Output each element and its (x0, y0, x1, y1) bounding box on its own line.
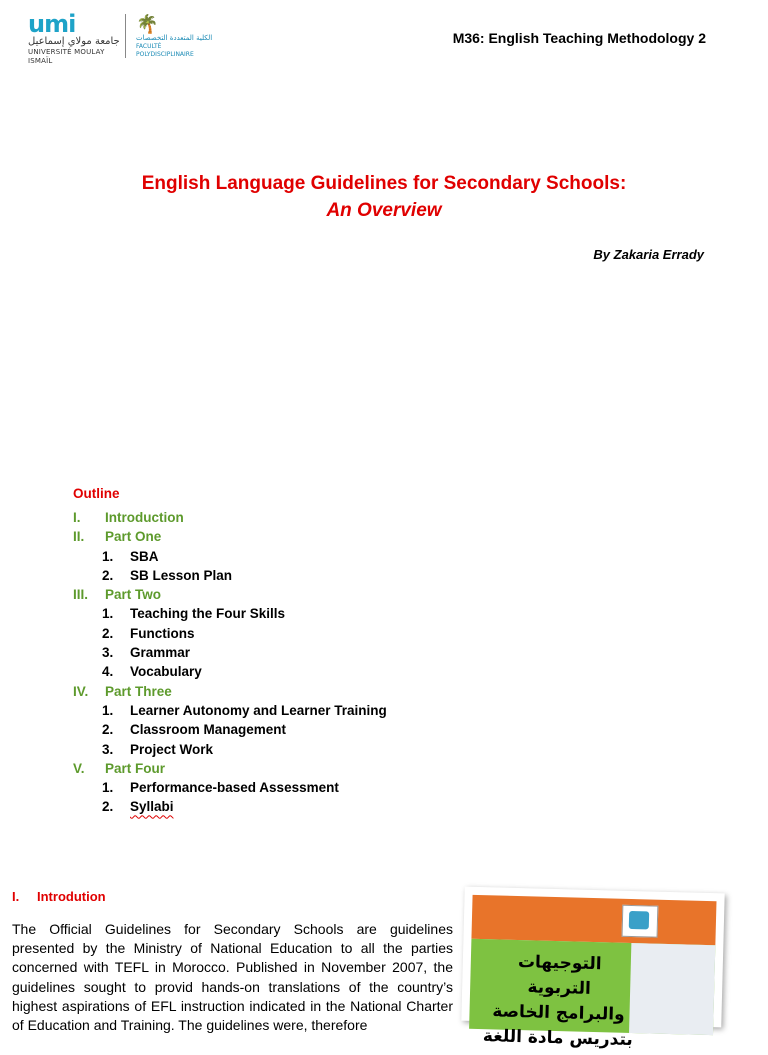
outline-subitem-label: Classroom Management (130, 722, 287, 738)
document-title (0, 170, 768, 224)
umi-logo-mark: umi (28, 10, 76, 38)
outline-part-label: Introduction (105, 510, 184, 525)
outline-subitem (73, 547, 387, 566)
outline-subitem (73, 701, 387, 720)
introduction-heading-label: Introdution (37, 889, 106, 904)
outline-subitem (73, 566, 387, 585)
umi-logo (28, 10, 128, 65)
outline-part (73, 759, 387, 778)
outline-subitem-label: Project Work (130, 741, 214, 757)
outline-part-number: IV. (73, 683, 89, 699)
outline-heading: Outline (73, 486, 120, 501)
document-title-line1: English Language Guidelines for Secondary Schools: (141, 173, 627, 194)
outline-part (73, 585, 387, 604)
outline-part (73, 682, 387, 701)
logo-divider (125, 14, 126, 58)
introduction-number: I. (12, 889, 20, 904)
header-logos (28, 10, 218, 65)
introduction-heading (12, 887, 106, 906)
guidelines-cover-image (461, 887, 724, 1051)
faculty-logo-arabic: الكلية المتعددة التخصصات (136, 34, 213, 42)
outline-subitem-number: 2. (102, 799, 114, 815)
outline-subitem-number: 3. (102, 741, 114, 757)
cover-header-band (471, 895, 716, 945)
outline-subitem-label: Functions (130, 625, 195, 641)
outline-subitem-label: SB Lesson Plan (130, 567, 233, 583)
outline-subitem-label: Teaching the Four Skills (130, 606, 286, 622)
faculty-logo-latin: FACULTÉ POLYDISCIPLINAIRE (136, 43, 194, 58)
umi-logo-arabic: جامعة مولاي إسماعيل (28, 36, 120, 47)
outline-part (73, 527, 387, 546)
outline-subitem (73, 720, 387, 739)
cover-body (469, 939, 715, 1051)
cover-arabic-line: والبرامج الخاصة (492, 1001, 625, 1025)
outline-subitem (73, 662, 387, 681)
outline-subitem-number: 3. (102, 645, 114, 661)
outline-part-label: Part Three (105, 683, 172, 699)
cover-emblem-mark (629, 911, 649, 930)
outline-part-label: Part Two (105, 587, 162, 603)
palm-tree-icon: 🌴 (136, 14, 159, 34)
outline-subitem (73, 797, 387, 816)
outline-subitem (73, 778, 387, 797)
outline-subitem-label: Vocabulary (130, 664, 202, 680)
author-line: By Zakaria Errady (593, 247, 704, 262)
outline-part (73, 508, 387, 527)
document-subtitle: An Overview (326, 200, 442, 221)
outline-part-label: Part One (105, 529, 162, 545)
outline-part-number: I. (73, 510, 81, 525)
outline-part-number: III. (73, 587, 89, 603)
outline-subitem-label: Grammar (130, 645, 191, 661)
outline-subitem (73, 643, 387, 662)
cover-arabic-line: التوجيهات التربوية (517, 952, 602, 999)
outline-subitem (73, 604, 387, 623)
outline-subitem-number: 1. (102, 702, 114, 718)
outline-subitem (73, 740, 387, 759)
faculty-logo (136, 14, 216, 60)
outline-subitem-number: 2. (102, 625, 114, 641)
outline-subitem-label: Syllabi (130, 799, 174, 815)
outline-subitem-number: 2. (102, 567, 114, 583)
outline (73, 484, 387, 817)
outline-subitem-label: SBA (130, 548, 159, 564)
umi-logo-latin: UNIVERSITÉ MOULAY ISMAÏL (28, 48, 105, 65)
outline-part-number: II. (73, 529, 85, 545)
module-title: M36: English Teaching Methodology 2 (452, 30, 706, 46)
outline-subitem-label: Performance-based Assessment (130, 780, 339, 796)
outline-part-label: Part Four (105, 760, 166, 776)
cover-side-panel (629, 943, 715, 1035)
outline-subitem (73, 624, 387, 643)
outline-subitem-number: 1. (102, 548, 114, 564)
outline-subitem-number: 2. (102, 722, 114, 738)
cover-arabic-title (483, 949, 636, 1053)
cover-emblem-icon (622, 905, 659, 938)
outline-subitem-number: 1. (102, 780, 114, 796)
introduction-paragraph: The Official Guidelines for Secondary Schools are guidelines presented by the Ministry of National Education to all the parties concerned with TEFL in Morocco. Published in November 2007, the guidelines sought to provid hands-on translations of the country’s highest aspirations of EFL instruction indicated in the National Charter of Education and Training. The guidelines were, therefore (12, 921, 453, 1034)
outline-part-number: V. (73, 760, 85, 776)
outline-subitem-number: 1. (102, 606, 114, 622)
outline-subitem-label: Learner Autonomy and Learner Training (130, 702, 387, 718)
cover-arabic-line: بتدريس مادة اللغة (482, 1026, 634, 1051)
outline-subitem-number: 4. (102, 664, 114, 680)
